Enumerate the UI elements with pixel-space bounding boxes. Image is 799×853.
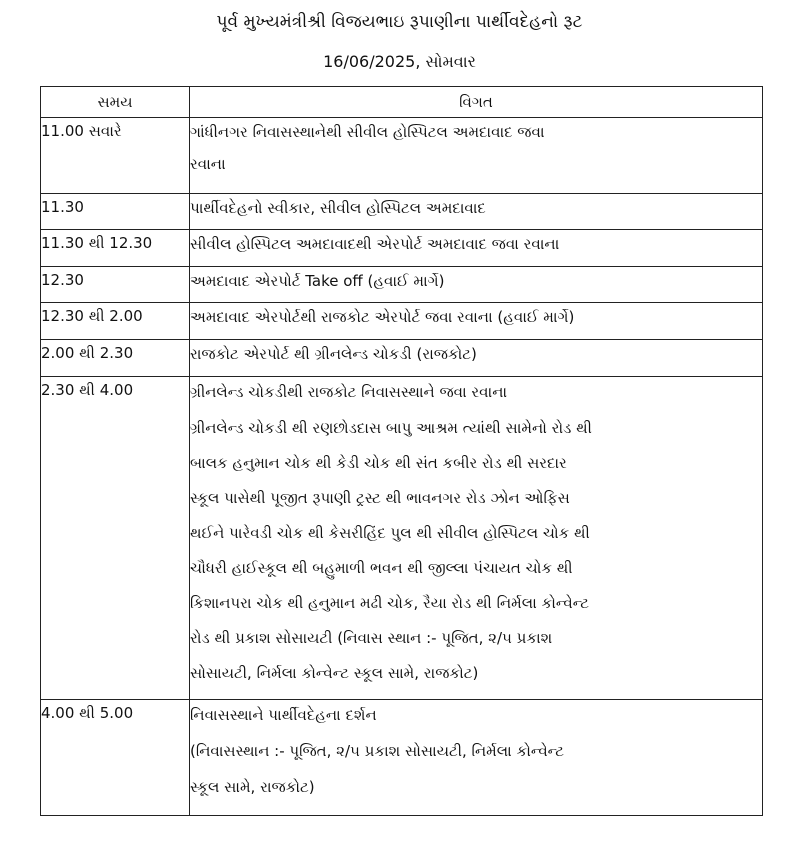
- table-row: [41, 118, 763, 194]
- schedule-table: [40, 86, 763, 816]
- detail-line: કિશાનપરા ચોક થી હનુમાન મઢી ચોક, રૈયા રોડ થી નિર્મલા કોન્વેન્ટ: [190, 594, 589, 612]
- detail-line: રાજકોટ એરપોર્ટ થી ગ્રીનલેન્ડ ચોકડી (રાજકોટ): [190, 345, 477, 363]
- detail-line: પાર્થીવદેહનો સ્વીકાર, સીવીલ હોસ્પિટલ અમદાવાદ: [190, 199, 486, 217]
- table-row: [41, 267, 763, 303]
- table-row: [41, 340, 763, 377]
- detail-line: અમદાવાદ એરપોર્ટ Take off (હવાઈ માર્ગે): [190, 272, 445, 290]
- detail-line: બાલક હનુમાન ચોક થી કેડી ચોક થી સંત કબીર રોડ થી સરદાર: [190, 454, 567, 472]
- row-time: 12.30: [41, 267, 190, 303]
- detail-line: ગાંધીનગર નિવાસસ્થાનેથી સીવીલ હોસ્પિટલ અમદાવાદ જવા: [190, 123, 545, 141]
- table-row: [41, 230, 763, 267]
- table-row: [41, 700, 763, 816]
- detail-line: અમદાવાદ એરપોર્ટથી રાજકોટ એરપોર્ટ જવા રવાના (હવાઈ માર્ગે): [190, 308, 575, 326]
- row-detail: [190, 194, 763, 230]
- row-time: 4.00 થી 5.00: [41, 700, 190, 816]
- detail-line: સોસાયટી, નિર્મલા કોન્વેન્ટ સ્કૂલ સામે, રાજકોટ): [190, 664, 479, 682]
- row-detail: [190, 340, 763, 377]
- header-detail: વિગત: [190, 87, 763, 118]
- row-detail: [190, 267, 763, 303]
- detail-line: રોડ થી પ્રકાશ સોસાયટી (નિવાસ સ્થાન :- પૂજિત, ૨/૫ પ્રકાશ: [190, 629, 553, 647]
- table-header-row: [41, 87, 763, 118]
- detail-line: નિવાસસ્થાને પાર્થીવદેહના દર્શન: [190, 706, 377, 724]
- header-time: સમય: [41, 87, 190, 118]
- document-title: પૂર્વ મુખ્યમંત્રીશ્રી વિજયભાઇ રૂપાણીના પાર્થીવદેહનો રૂટ: [216, 12, 583, 32]
- detail-line: ગ્રીનલેન્ડ ચોકડીથી રાજકોટ નિવાસસ્થાને જવા રવાના: [190, 383, 508, 401]
- detail-line: સ્કૂલ સામે, રાજકોટ): [190, 778, 315, 796]
- row-detail: [190, 230, 763, 267]
- detail-line: થઈને પારેવડી ચોક થી કેસરીહિંદ પુલ થી સીવીલ હોસ્પિટલ ચોક થી: [190, 524, 590, 542]
- detail-line: સ્કૂલ પાસેથી પૂજીત રૂપાણી ટ્રસ્ટ થી ભાવનગર રોડ ઝોન ઓફિસ: [190, 489, 570, 507]
- table-row: [41, 377, 763, 700]
- row-time: 2.00 થી 2.30: [41, 340, 190, 377]
- detail-line: સીવીલ હોસ્પિટલ અમદાવાદથી એરપોર્ટ અમદાવાદ જવા રવાના: [190, 235, 560, 253]
- row-detail: [190, 118, 763, 194]
- detail-line: ચૌધરી હાઈસ્કૂલ થી બહુમાળી ભવન થી જીલ્લા પંચાયત ચોક થી: [190, 559, 573, 577]
- detail-line: ગ્રીનલેન્ડ ચોકડી થી રણછોડદાસ બાપુ આશ્રમ ત્યાંથી સામેનો રોડ થી: [190, 419, 592, 437]
- row-time: 12.30 થી 2.00: [41, 303, 190, 340]
- row-detail: [190, 700, 763, 816]
- row-detail: [190, 377, 763, 700]
- table-row: [41, 194, 763, 230]
- row-time: 11.30 થી 12.30: [41, 230, 190, 267]
- detail-line: (નિવાસસ્થાન :- પૂજિત, ૨/૫ પ્રકાશ સોસાયટી, નિર્મલા કોન્વેન્ટ: [190, 742, 564, 760]
- row-detail: [190, 303, 763, 340]
- row-time: 2.30 થી 4.00: [41, 377, 190, 700]
- row-time: 11.00 સવારે: [41, 118, 190, 194]
- detail-line: રવાના: [190, 155, 226, 173]
- document-date: 16/06/2025, સોમવાર: [323, 52, 476, 71]
- row-time: 11.30: [41, 194, 190, 230]
- table-row: [41, 303, 763, 340]
